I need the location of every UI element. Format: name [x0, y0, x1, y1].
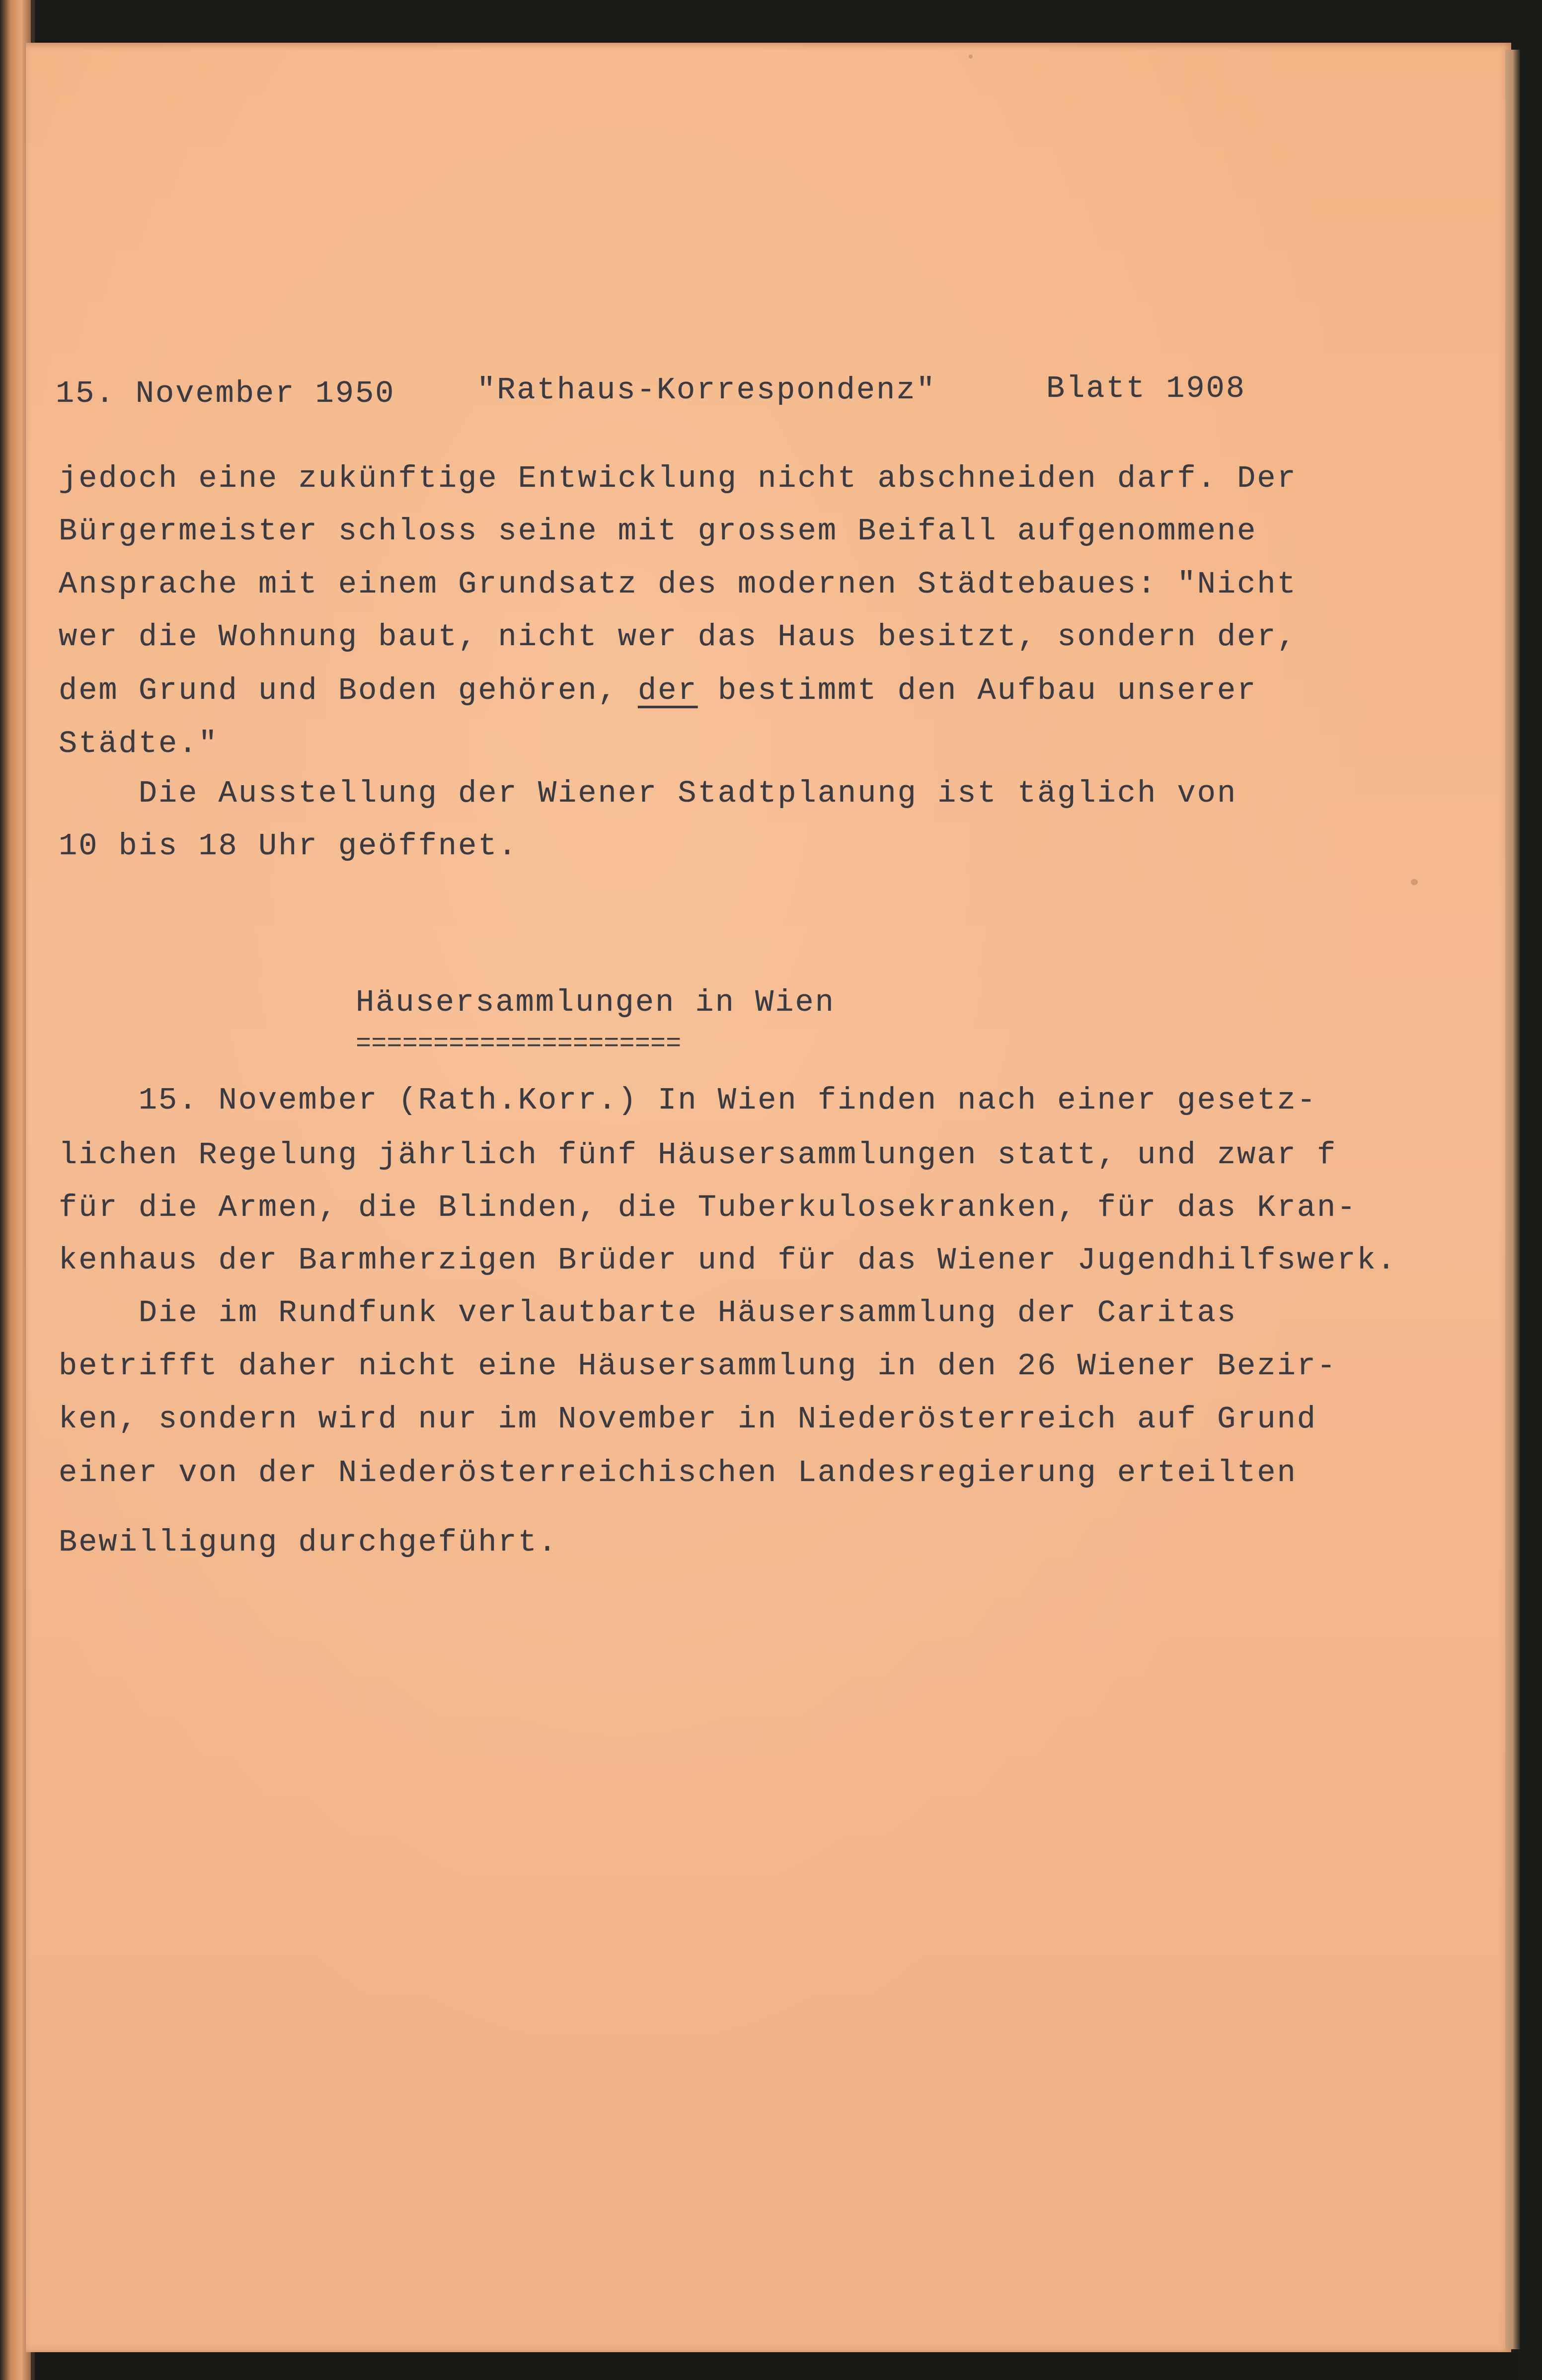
body-line: Bürgermeister schloss seine mit grossem Beifall aufgenommene [59, 514, 1257, 549]
body-line: lichen Regelung jährlich fünf Häusersammlungen statt, und zwar f [59, 1137, 1337, 1173]
body-line: betrifft daher nicht eine Häusersammlung in den 26 Wiener Bezir- [59, 1348, 1337, 1384]
body-line: Bewilligung durchgeführt. [59, 1525, 558, 1560]
body-line [59, 673, 1257, 708]
body-line: jedoch eine zukünftige Entwicklung nicht abschneiden darf. Der [59, 461, 1297, 496]
body-line: für die Armen, die Blinden, die Tuberkulosekranken, für das Kran- [59, 1190, 1357, 1225]
body-line: Die im Rundfunk verlautbarte Häusersammlung der Caritas [59, 1295, 1237, 1331]
paper-speck [1411, 879, 1418, 885]
body-line: ken, sondern wird nur im November in Niederösterreich auf Grund [59, 1402, 1317, 1437]
body-line: kenhaus der Barmherzigen Brüder und für das Wiener Jugendhilfswerk. [59, 1243, 1397, 1278]
body-line: Die Ausstellung der Wiener Stadtplanung ist täglich von [59, 776, 1237, 811]
paper-right-edge [1505, 50, 1520, 2349]
header-source: "Rathaus-Korrespondenz" [477, 372, 936, 408]
body-line: 10 bis 18 Uhr geöffnet. [59, 828, 518, 864]
body-text: bestimmt den Aufbau unserer [697, 673, 1257, 708]
underlined-word: der [637, 673, 698, 708]
body-line: Ansprache mit einem Grundsatz des modernen Städtebaues: "Nicht [59, 567, 1297, 602]
paper-bottom-edge [35, 2352, 1520, 2380]
header-sheet-number: Blatt 1908 [1046, 371, 1246, 406]
section-heading: Häusersammlungen in Wien [356, 985, 835, 1020]
paper-speck [969, 55, 973, 59]
body-line: 15. November (Rath.Korr.) In Wien finden nach einer gesetz- [59, 1083, 1317, 1118]
header-date: 15. November 1950 [56, 376, 395, 411]
body-line: einer von der Niederösterreichischen Landesregierung erteilten [59, 1455, 1297, 1490]
body-line: Städte." [59, 726, 219, 761]
heading-underline-rule: ===================== [356, 1029, 682, 1058]
body-line: wer die Wohnung baut, nicht wer das Haus besitzt, sondern der, [59, 619, 1297, 655]
body-text: dem Grund und Boden gehören, [59, 673, 638, 708]
